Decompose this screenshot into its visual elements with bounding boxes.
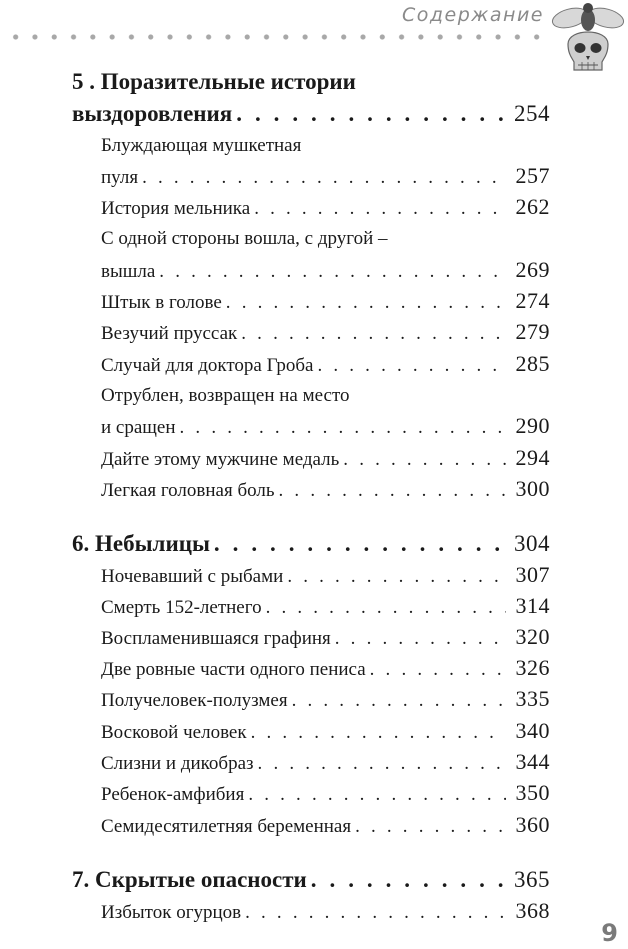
toc-entry: [101, 655, 550, 683]
dot-leader: [254, 196, 506, 222]
page-ref: 340: [515, 718, 550, 743]
dot-leader: [311, 865, 506, 895]
page-ref: 257: [515, 163, 550, 188]
page-ref: 279: [515, 319, 550, 344]
toc-entry: [101, 319, 550, 347]
dot-leader: [180, 415, 506, 441]
section-title: 6. Небылицы: [72, 531, 210, 556]
toc-entry: [101, 749, 550, 777]
header-dotted-rule: [6, 30, 546, 44]
dot-leader: [251, 720, 506, 746]
dot-leader: [248, 782, 506, 808]
dot-leader: [287, 564, 506, 590]
entry-title: История мельника: [101, 198, 251, 219]
entry-title: Везучий пруссак: [101, 323, 238, 344]
dot-leader: [159, 259, 506, 285]
dot-leader: [292, 688, 506, 714]
entry-title: и сращен: [101, 417, 176, 438]
toc-entry-line: С одной стороны вошла, с другой –: [101, 228, 388, 249]
page-ref: 290: [515, 413, 550, 438]
dot-leader: [279, 478, 506, 504]
page-ref: 350: [515, 780, 550, 805]
dot-leader: [317, 353, 506, 379]
section-title-line: 5 . Поразительные истории: [72, 69, 356, 94]
skull-with-fly-icon: [548, 0, 628, 78]
dot-leader: [370, 657, 506, 683]
dot-leader: [266, 595, 506, 621]
dot-leader: [335, 626, 506, 652]
dot-leader: [226, 290, 506, 316]
entry-title: вышла: [101, 261, 156, 282]
entry-title: Семидесятилетняя беременная: [101, 816, 352, 837]
page-ref: 285: [515, 351, 550, 376]
toc-entry: [101, 898, 550, 926]
section-title: выздоровления: [72, 101, 233, 126]
entry-title: Восковой человек: [101, 722, 247, 743]
entry-title: Штык в голове: [101, 292, 222, 313]
toc-entry-line: Блуждающая мушкетная: [101, 135, 302, 156]
toc-entry: [101, 413, 550, 441]
entry-title: Получеловек-полузмея: [101, 690, 288, 711]
dot-leader: [142, 165, 506, 191]
toc-entry: [101, 562, 550, 590]
page-ref: 300: [515, 476, 550, 501]
toc-section-row: [72, 529, 550, 559]
section-title: 7. Скрытые опасности: [72, 867, 307, 892]
toc-entry: [101, 718, 550, 746]
toc-entry: [101, 194, 550, 222]
page-ref: 274: [515, 288, 550, 313]
page-ref: 254: [514, 101, 550, 126]
entry-title: Случай для доктора Гроба: [101, 355, 314, 376]
page-ref: 262: [515, 194, 550, 219]
entry-title: Ребенок-амфибия: [101, 784, 245, 805]
toc-entry: [101, 624, 550, 652]
entry-title: Ночевавший с рыбами: [101, 566, 284, 587]
entry-title: Две ровные части одного пениса: [101, 659, 366, 680]
page-ref: 344: [515, 749, 550, 774]
toc-entry: [101, 476, 550, 504]
toc-entry: [101, 351, 550, 379]
toc-entry: [101, 288, 550, 316]
page-ref: 294: [515, 445, 550, 470]
dot-leader: [236, 99, 506, 129]
toc-section-row: [72, 99, 550, 129]
toc-section-row: [72, 865, 550, 895]
page-ref: 326: [515, 655, 550, 680]
entry-title: Слизни и дикобраз: [101, 753, 254, 774]
entry-title: Смерть 152-летнего: [101, 597, 262, 618]
dot-leader: [258, 751, 506, 777]
running-header: Содержание: [402, 4, 544, 26]
page-ref: 360: [515, 812, 550, 837]
entry-title: Легкая головная боль: [101, 480, 275, 501]
page-ref: 304: [514, 531, 550, 556]
entry-title: Избыток огурцов: [101, 902, 242, 923]
toc-entry: [101, 780, 550, 808]
toc-entry: [101, 593, 550, 621]
page-ref: 314: [515, 593, 550, 618]
page-number: 9: [601, 919, 618, 947]
page-ref: 320: [515, 624, 550, 649]
dot-leader: [214, 529, 506, 559]
toc-entry-line: Отрублен, возвращен на место: [101, 385, 350, 406]
dot-leader: [241, 321, 506, 347]
page-ref: 307: [515, 562, 550, 587]
toc-entry: [101, 257, 550, 285]
dot-leader: [245, 900, 506, 926]
page-ref: 368: [515, 898, 550, 923]
toc-entry: [101, 686, 550, 714]
dot-leader: [343, 447, 506, 473]
toc-entry: [101, 812, 550, 840]
entry-title: Воспламенившаяся графиня: [101, 628, 331, 649]
page-ref: 365: [514, 867, 550, 892]
entry-title: Дайте этому мужчине медаль: [101, 449, 340, 470]
entry-title: пуля: [101, 167, 139, 188]
page-ref: 269: [515, 257, 550, 282]
page-ref: 335: [515, 686, 550, 711]
dot-leader: [355, 814, 506, 840]
toc-entry: [101, 445, 550, 473]
toc-entry: [101, 163, 550, 191]
